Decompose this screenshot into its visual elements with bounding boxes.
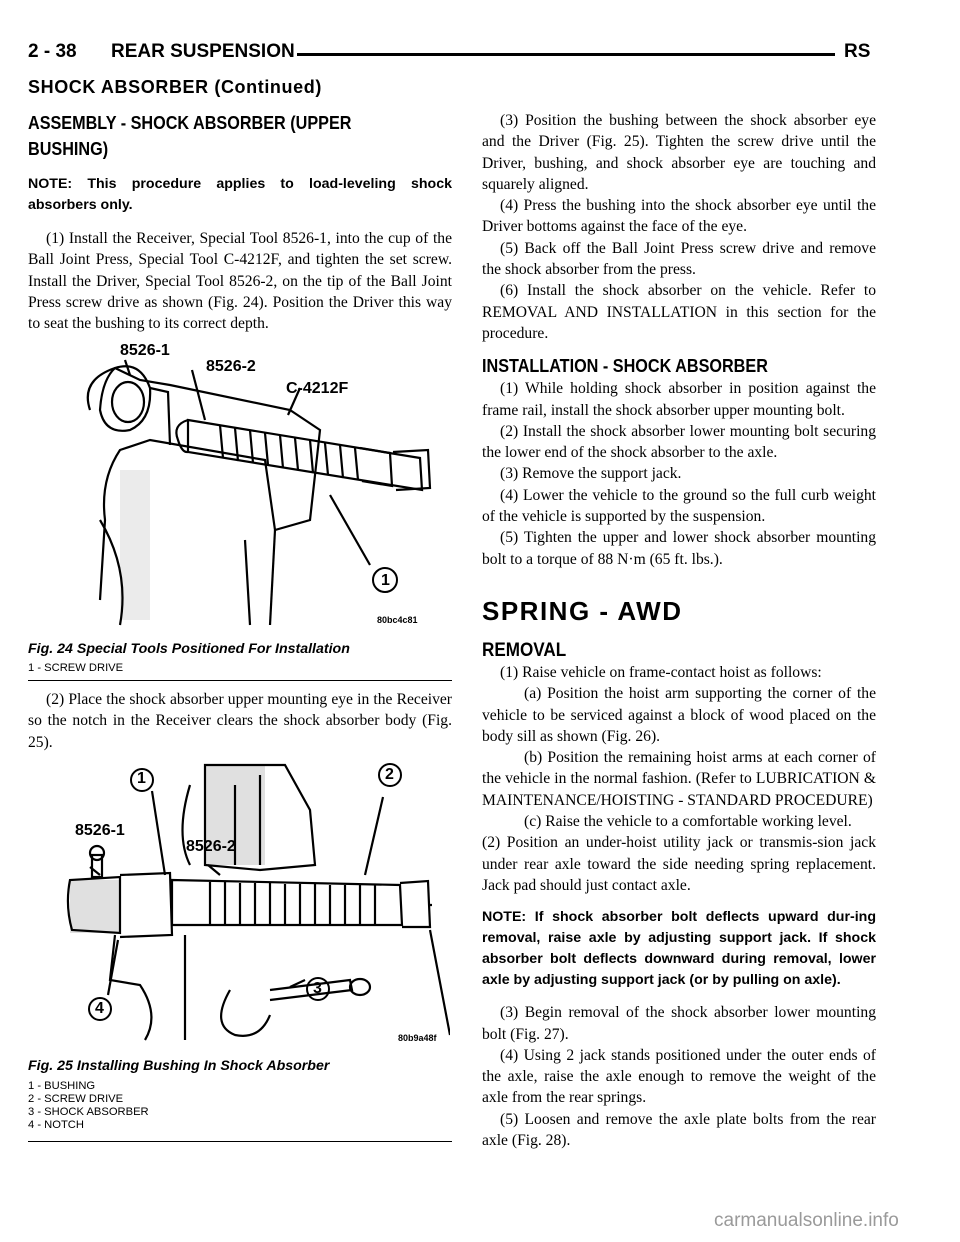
removal-heading: REMOVAL bbox=[482, 639, 567, 661]
fig25-label-8526-2: 8526-2 bbox=[186, 838, 236, 855]
removal-step-4: (4) Using 2 jack stands positioned under the outer ends of the axle, raise the axle enough to remove the weight of the axle from the rear springs. bbox=[482, 1046, 876, 1107]
fig25-label-2: 2 bbox=[385, 766, 394, 783]
install-step-4: (4) Lower the vehicle to the ground so the full curb weight of the vehicle is supported by the suspension. bbox=[482, 486, 876, 526]
fig-25-legend-3: 3 - SHOCK ABSORBER bbox=[28, 1106, 149, 1118]
installation-heading: INSTALLATION - SHOCK ABSORBER bbox=[482, 356, 768, 377]
removal-step-2: (2) Position an under-hoist utility jack or transmis-sion jack under rear axle toward the side needing spring replacement. Jack pad should just contact axle. bbox=[482, 834, 876, 894]
right-column bbox=[482, 110, 876, 1151]
fig-25-rule bbox=[28, 1141, 452, 1142]
fig25-label-4: 4 bbox=[95, 1000, 104, 1017]
fig-24-illustration bbox=[60, 340, 450, 630]
removal-note: NOTE: If shock absorber bolt deflects upward dur-ing removal, raise axle by adjusting support jack. If shock absorber bolt deflects downward during removal, lower axle by adjusting support jack (or by pulling on axle). bbox=[482, 909, 876, 989]
continued-heading: SHOCK ABSORBER (Continued) bbox=[28, 77, 322, 97]
fig-25-illustration bbox=[60, 755, 450, 1045]
step-4: (4) Press the bushing into the shock absorber eye until the Driver bottoms against the face of the eye. bbox=[482, 197, 876, 236]
step-1: (1) Install the Receiver, Special Tool 8526-1, into the cup of the Ball Joint Press, Special Tool C-4212F, and tighten the set screw. Install the Driver, Special Tool 8526-2, on the tip of the Ball Joint Press screw drive as shown (Fig. 24). Position the Driver this way to seat the bushing to its correct depth. bbox=[28, 230, 452, 333]
fig24-code: 80bc4c81 bbox=[377, 615, 418, 625]
section-title: REAR SUSPENSION bbox=[111, 41, 295, 62]
fig-25-legend-1: 1 - BUSHING bbox=[28, 1080, 96, 1092]
fig25-code: 80b9a48f bbox=[398, 1033, 437, 1043]
step-5: (5) Back off the Ball Joint Press screw drive and remove the shock absorber from the press. bbox=[482, 239, 876, 279]
fig25-label-8526-1: 8526-1 bbox=[75, 822, 125, 839]
assembly-heading-line-1: ASSEMBLY - SHOCK ABSORBER (UPPER bbox=[28, 113, 352, 133]
fig-24-caption: Fig. 24 Special Tools Positioned For Installation bbox=[28, 641, 350, 657]
removal-step-1c: (c) Raise the vehicle to a comfortable working level. bbox=[524, 813, 852, 831]
step-6: (6) Install the shock absorber on the vehicle. Refer to REMOVAL AND INSTALLATION in this section for the procedure. bbox=[482, 282, 876, 342]
removal-step-1b: (b) Position the remaining hoist arms at each corner of the vehicle in the normal fashion. (Refer to LUBRICATION & MAINTENANCE/HOISTING - STANDARD PROCEDURE) bbox=[482, 749, 876, 809]
fig-25-legend-4: 4 - NOTCH bbox=[28, 1119, 84, 1131]
fig24-label-c4212f: C-4212F bbox=[286, 380, 349, 397]
fig24-label-8526-1: 8526-1 bbox=[120, 342, 170, 359]
page-number: 2 - 38 bbox=[28, 41, 77, 62]
fig-25-legend bbox=[28, 1080, 149, 1132]
left-column bbox=[28, 110, 452, 334]
step-2: (2) Place the shock absorber upper mounting eye in the Receiver so the notch in the Receiver clears the shock absorber body (Fig. 25). bbox=[28, 691, 452, 751]
assembly-heading-line-2: BUSHING) bbox=[28, 139, 109, 159]
load-leveling-note: NOTE: This procedure applies to load-leveling shock absorbers only. bbox=[28, 176, 452, 213]
step-3: (3) Position the bushing between the shock absorber eye and the Driver (Fig. 25). Tighten the screw drive until the Driver, bushing, and shock absorber eye are touching and squarely aligned. bbox=[482, 112, 876, 193]
fig-25-legend-2: 2 - SCREW DRIVE bbox=[28, 1093, 124, 1105]
fig-24-legend-1: 1 - SCREW DRIVE bbox=[28, 662, 124, 674]
fig24-label-8526-2: 8526-2 bbox=[206, 358, 256, 375]
install-step-5: (5) Tighten the upper and lower shock absorber mounting bolt to a torque of 88 N·m (65 ft. lbs.). bbox=[482, 529, 876, 568]
removal-step-3: (3) Begin removal of the shock absorber lower mounting bolt (Fig. 27). bbox=[482, 1004, 876, 1043]
watermark: carmanualsonline.info bbox=[714, 1210, 899, 1231]
install-step-2: (2) Install the shock absorber lower mounting bolt securing the lower end of the shock absorber to the axle. bbox=[482, 422, 876, 462]
header-rule bbox=[297, 53, 835, 56]
install-step-3: (3) Remove the support jack. bbox=[500, 465, 682, 483]
spring-awd-heading: SPRING - AWD bbox=[482, 595, 683, 626]
fig24-label-1: 1 bbox=[381, 572, 390, 589]
fig-25-caption: Fig. 25 Installing Bushing In Shock Absorber bbox=[28, 1058, 330, 1074]
assembly-heading bbox=[28, 110, 451, 162]
removal-step-1: (1) Raise vehicle on frame-contact hoist as follows: bbox=[500, 663, 822, 681]
removal-step-1a: (a) Position the hoist arm supporting the corner of the vehicle to be serviced against a block of wood placed on the body sill as shown (Fig. 26). bbox=[482, 685, 876, 745]
install-step-1: (1) While holding shock absorber in position against the frame rail, install the shock absorber upper mounting bolt. bbox=[482, 380, 876, 419]
removal-step-5: (5) Loosen and remove the axle plate bolts from the rear axle (Fig. 28). bbox=[482, 1110, 876, 1149]
fig25-label-1: 1 bbox=[137, 770, 146, 787]
fig25-label-3: 3 bbox=[313, 980, 322, 997]
fig-24-rule bbox=[28, 680, 452, 681]
manual-code: RS bbox=[844, 41, 871, 62]
